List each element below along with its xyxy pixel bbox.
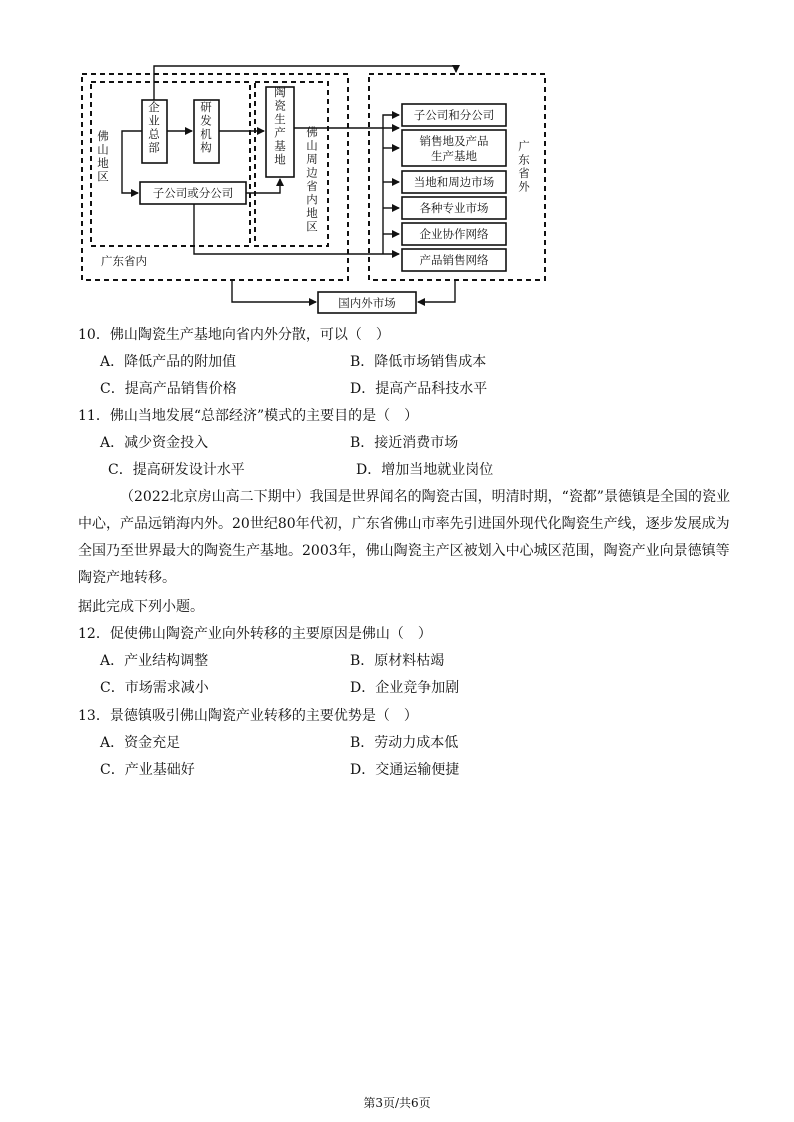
q12-option-a[interactable]: A．产业结构调整 (100, 653, 209, 669)
hq-to-subsidiary-arrow (122, 131, 142, 193)
outer-box-label-3: 当地和周边市场 (413, 175, 495, 189)
question-10-stem: 10．佛山陶瓷生产基地向省内外分散，可以（ ） (78, 327, 390, 343)
question-11-stem: 11．佛山当地发展“总部经济”模式的主要目的是（ ） (78, 408, 419, 424)
page-footer: 第3页/共6页 (363, 1096, 431, 1110)
passage-instruction: 据此完成下列小题。 (78, 599, 204, 615)
periphery-label: 佛山周边省内地区 (306, 125, 318, 234)
outer-branch-arrows (383, 115, 399, 234)
q12-option-d[interactable]: D．企业竞争加剧 (350, 680, 460, 696)
q13-option-d[interactable]: D．交通运输便捷 (350, 762, 460, 778)
guangdong-inner-label: 广东省内 (101, 254, 147, 268)
q10-option-a[interactable]: A．降低产品的附加值 (100, 354, 237, 370)
inner-region-to-market (232, 280, 316, 302)
q10-option-b[interactable]: B．降低市场销售成本 (350, 354, 487, 370)
reading-passage (78, 484, 738, 592)
outer-box-label-5: 企业协作网络 (419, 227, 489, 241)
q12-option-b[interactable]: B．原材料枯竭 (350, 653, 445, 669)
outer-box-label-6: 产品销售网络 (419, 253, 489, 267)
rnd-label: 研发机构 (200, 100, 212, 155)
passage-line-2: 中心，产品远销海内外。20世纪80年代初，广东省佛山市率先引进国外现代化陶瓷生产线，逐步发展成为 (78, 516, 730, 532)
question-12-stem: 12．促使佛山陶瓷产业向外转移的主要原因是佛山（ ） (78, 626, 432, 642)
guangdong-outer-label: 广东省外 (518, 139, 530, 194)
branch-arrow-1 (383, 115, 399, 128)
outer-box-label-4: 各种专业市场 (419, 201, 489, 215)
market-label: 国内外市场 (338, 296, 396, 310)
q10-option-d[interactable]: D．提高产品科技水平 (350, 381, 488, 397)
passage-line-3: 全国乃至世界最大的陶瓷生产基地。2003年，佛山陶瓷主产区被划入中心城区范围，陶瓷产业向景德镇等 (78, 543, 730, 559)
foshan-label: 佛山地区 (97, 129, 109, 184)
subsidiary-down-line (194, 204, 399, 254)
ceramics-base-label: 陶瓷生产基地 (274, 85, 286, 167)
q10-option-c[interactable]: C．提高产品销售价格 (100, 381, 237, 397)
q11-option-d[interactable]: D．增加当地就业岗位 (356, 462, 494, 478)
industry-flow-diagram (0, 0, 794, 325)
subsidiary-to-base-arrow (246, 179, 280, 193)
outer-box-group (402, 104, 506, 271)
hq-label: 企业总部 (148, 100, 160, 155)
q11-option-a[interactable]: A．减少资金投入 (100, 435, 209, 451)
outer-box-label-2: 销售地及产品生产基地 (419, 134, 489, 163)
q13-option-a[interactable]: A．资金充足 (100, 735, 181, 751)
q11-option-b[interactable]: B．接近消费市场 (350, 435, 459, 451)
outer-region-to-market (418, 280, 455, 302)
passage-line-4: 陶瓷产地转移。 (78, 570, 176, 586)
passage-line-1: （2022北京房山高二下期中）我国是世界闻名的陶瓷古国，明清时期，“瓷都”景德镇是全国的瓷业 (120, 489, 730, 505)
q13-option-c[interactable]: C．产业基础好 (100, 762, 195, 778)
question-13-stem: 13．景德镇吸引佛山陶瓷产业转移的主要优势是（ ） (78, 708, 418, 724)
subsidiary-label: 子公司或分公司 (152, 186, 234, 200)
q13-option-b[interactable]: B．劳动力成本低 (350, 735, 459, 751)
q11-option-c[interactable]: C．提高研发设计水平 (108, 462, 245, 478)
foshan-region (91, 82, 250, 246)
q12-option-c[interactable]: C．市场需求减小 (100, 680, 209, 696)
outer-box-label-1: 子公司和分公司 (413, 108, 495, 122)
